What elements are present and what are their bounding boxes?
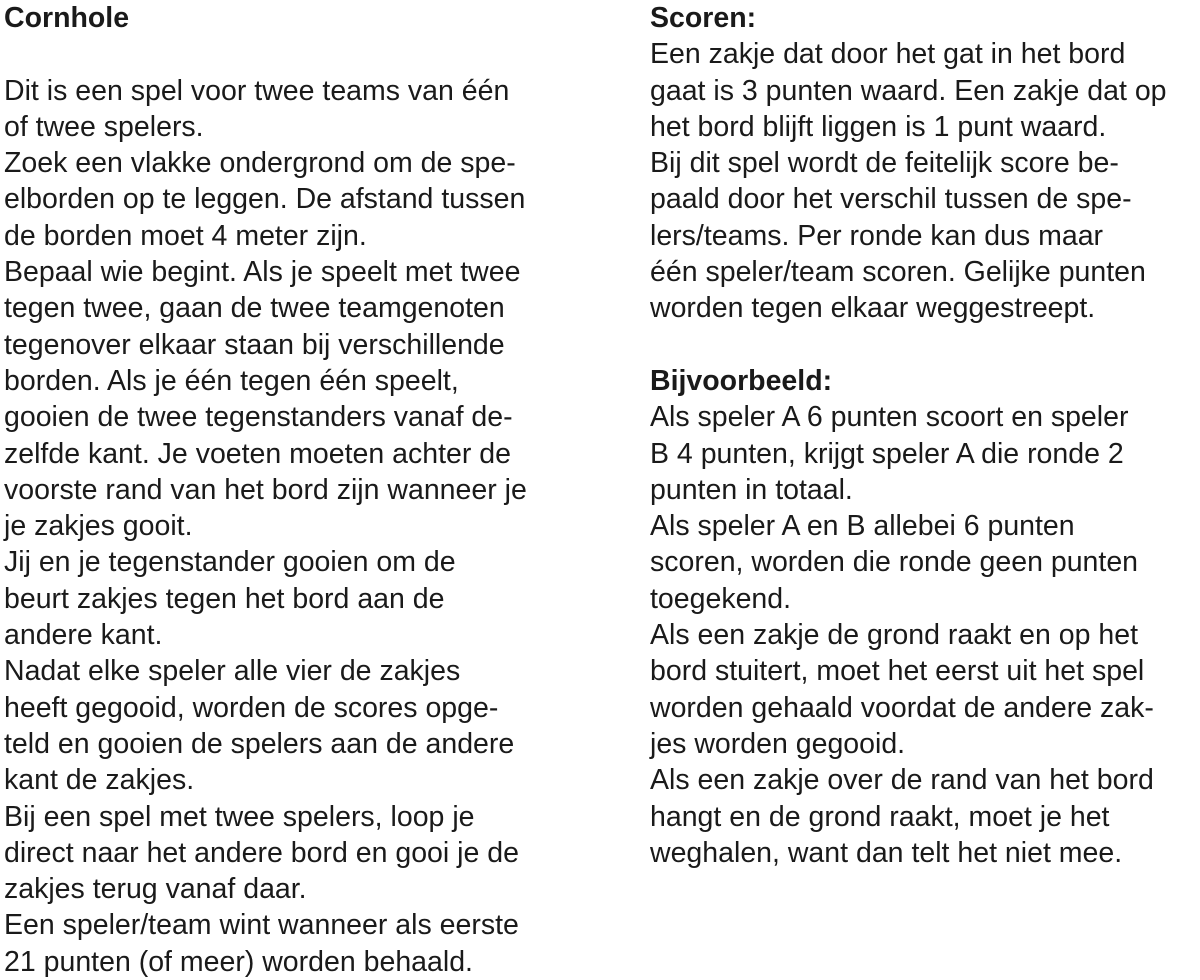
text-line: Als speler A 6 punten scoort en speler xyxy=(650,401,1129,434)
text-line: of twee spelers. xyxy=(4,110,204,143)
text-line: gaat is 3 punten waard. Een zakje dat op xyxy=(650,74,1167,107)
text-line: direct naar het andere bord en gooi je de xyxy=(4,836,519,869)
text-line: andere kant. xyxy=(4,619,163,652)
text-line: B 4 punten, krijgt speler A die ronde 2 xyxy=(650,437,1124,470)
text-line: 21 punten (of meer) worden behaald. xyxy=(4,945,473,978)
text-line: zakjes terug vanaf daar. xyxy=(4,873,307,906)
text-line: punten in totaal. xyxy=(650,473,853,506)
right-column xyxy=(650,0,1198,871)
text-line: gooien de twee tegenstanders vanaf de- xyxy=(4,401,513,434)
text-line: kant de zakjes. xyxy=(4,764,195,797)
text-line: het bord blijft liggen is 1 punt waard. xyxy=(650,110,1107,143)
text-line: Een zakje dat door het gat in het bord xyxy=(650,38,1126,71)
example-heading: Bijvoorbeeld: xyxy=(650,364,833,397)
text-line: worden tegen elkaar weggestreept. xyxy=(650,292,1096,325)
text-line: worden gehaald voordat de andere zak- xyxy=(650,691,1154,724)
text-line: paald door het verschil tussen de spe- xyxy=(650,183,1132,216)
text-line: zelfde kant. Je voeten moeten achter de xyxy=(4,437,511,470)
text-line: heeft gegooid, worden de scores opge- xyxy=(4,691,499,724)
spacer xyxy=(4,36,584,72)
text-line: beurt zakjes tegen het bord aan de xyxy=(4,582,445,615)
text-line: Dit is een spel voor twee teams van één xyxy=(4,74,510,107)
rules-paragraph xyxy=(4,73,584,980)
text-line: Als speler A en B allebei 6 punten xyxy=(650,510,1075,543)
text-line: één speler/team scoren. Gelijke punten xyxy=(650,256,1146,289)
text-line: de borden moet 4 meter zijn. xyxy=(4,219,367,252)
text-line: borden. Als je één tegen één speelt, xyxy=(4,364,459,397)
spacer xyxy=(650,327,1198,363)
text-line: lers/teams. Per ronde kan dus maar xyxy=(650,219,1104,252)
text-line: scoren, worden die ronde geen punten xyxy=(650,546,1139,579)
text-line: Zoek een vlakke ondergrond om de spe- xyxy=(4,147,516,180)
text-line: toegekend. xyxy=(650,582,792,615)
scoring-paragraph xyxy=(650,36,1198,326)
text-line: Een speler/team wint wanneer als eerste xyxy=(4,909,519,942)
scoring-heading: Scoren: xyxy=(650,2,757,34)
text-line: elborden op te leggen. De afstand tussen xyxy=(4,183,526,216)
left-column xyxy=(4,0,584,980)
page-title: Cornhole xyxy=(4,2,130,34)
text-line: Als een zakje de grond raakt en op het xyxy=(650,619,1138,652)
text-line: tegen twee, gaan de twee teamgenoten xyxy=(4,292,505,325)
text-line: Jij en je tegenstander gooien om de xyxy=(4,546,456,579)
text-line: Bepaal wie begint. Als je speelt met twee xyxy=(4,256,521,289)
text-line: Bij dit spel wordt de feitelijk score be- xyxy=(650,147,1119,180)
text-line: jes worden gegooid. xyxy=(650,727,906,760)
text-line: Bij een spel met twee spelers, loop je xyxy=(4,800,475,833)
text-line: je zakjes gooit. xyxy=(4,510,193,543)
text-line: hangt en de grond raakt, moet je het xyxy=(650,800,1110,833)
example-paragraph xyxy=(650,399,1198,871)
text-line: weghalen, want dan telt het niet mee. xyxy=(650,836,1123,869)
text-line: teld en gooien de spelers aan de andere xyxy=(4,727,515,760)
text-line: tegenover elkaar staan bij verschillende xyxy=(4,328,505,361)
text-line: bord stuitert, moet het eerst uit het spel xyxy=(650,655,1145,688)
text-line: voorste rand van het bord zijn wanneer je xyxy=(4,473,527,506)
text-line: Als een zakje over de rand van het bord xyxy=(650,764,1154,797)
text-line: Nadat elke speler alle vier de zakjes xyxy=(4,655,461,688)
